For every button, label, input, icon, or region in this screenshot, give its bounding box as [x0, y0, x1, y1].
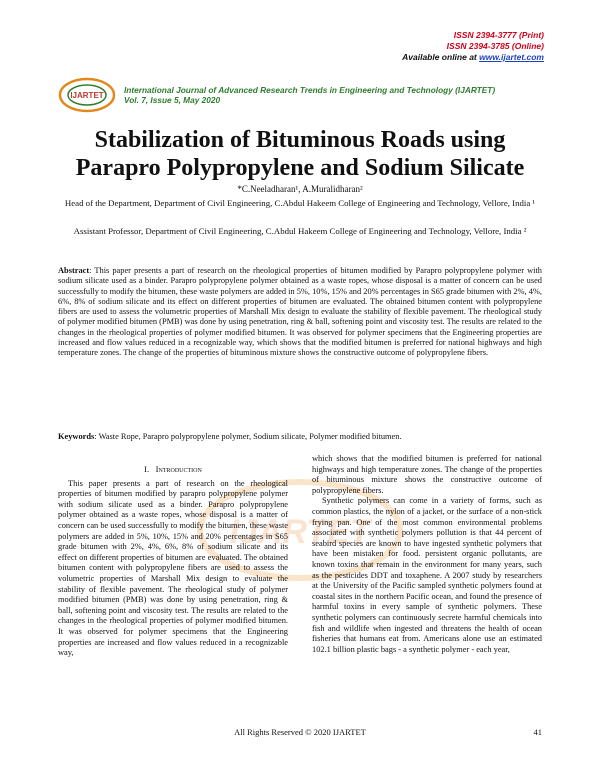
- column-left: [58, 464, 288, 659]
- paper-title: [40, 126, 560, 182]
- journal-name: [124, 85, 544, 105]
- keywords-text: : Waste Rope, Parapro polypropylene polymer, Sodium silicate, Polymer modified bitumen.: [94, 432, 402, 441]
- authors: *C.Neeladharan¹, A.Muralidharan²: [237, 184, 363, 194]
- title-line2: Parapro Polypropylene and Sodium Silicate: [75, 155, 525, 181]
- logo-text: IJARTET: [70, 91, 104, 100]
- issn-block: [402, 30, 544, 63]
- footer-copyright: All Rights Reserved © 2020 IJARTET: [234, 727, 366, 737]
- abstract-label: Abstract: [58, 266, 90, 275]
- title-line1: Stabilization of Bituminous Roads using: [94, 127, 506, 153]
- keywords-label: Keywords: [58, 432, 95, 441]
- intro-paragraph-1: This paper presents a part of research on the rheological properties of bitumen modified by parapro polypropylene polymer with sodium silicate used as a binder. Parapro polypropylene polymer obtained as a waste ropes, whose disposal is a matter of concern can be used successfully to modify the bitumen, these waste polymers are added in 5%, 10%, 15% and 20% percentages in S65 grade bitumen with 2%, 4%, 6%, 8% of sodium silicate and its effect on different properties of bitumen are evaluated. The obtained bitumen content with polypropylene fibers are used to assess the volumetric properties of Marshall Mix design to evaluate the stability of flexible pavement. The rheological study of polymer modified bitumen (PMB) was done by using penetration, ring & ball, softening point and viscosity test. The results are related to the changes in the rheological properties of polymer modified bitumen. It was observed for polymer specimens that the Engineering properties are increased and flow values reduced in a recognizable way,: [58, 478, 289, 658]
- keywords: [58, 431, 542, 442]
- available-online: Available online at www.ijartet.com: [402, 52, 544, 62]
- affiliation-1: Head of the Department, Department of Civil Engineering, C.Abdul Hakeem College of Engineering and Technology, Vellore, India ¹: [64, 198, 536, 208]
- journal-logo: [58, 76, 116, 114]
- abstract-text: : This paper presents a part of research on the rheological properties of bitumen modified by Parapro polypropylene polymer with sodium silicate used as a binder. Parapro polypropylene polymer obtained as a waste ropes, whose disposal is a matter of concern can be used successfully to modify the bitumen, these waste polymers are added in 5%, 10%, 15% and 20% percentages in S65 grade bitumen with 2%, 4%, 6%, 8% of sodium silicate and its effect on different properties of bitumen are evaluated. The obtained bitumen content with polypropylene fibers are used to assess the volumetric properties of Marshall Mix design to evaluate the stability of flexible pavement. The rheological study of polymer modified bitumen (PMB) was done by using penetration, ring & ball, softening point and viscosity test. The results are related to the changes in the rheological properties of polymer modified bitumen. It was observed for polymer specimens that the Engineering properties are increased and flow values reduced in a recognizable way, which shows that the modified bitumen is preferred for national highways and high temperature zones. The change of the properties of bituminous mixture shows the constructive outcome of polypropylene fibers.: [58, 266, 542, 358]
- intro-paragraph-continued: which shows that the modified bitumen is preferred for national highways and high temperature zones. The change of the properties of bituminous mixture shows the constructive outcome of polypropylene fibers.: [312, 454, 542, 495]
- journal-volume: Vol. 7, Issue 5, May 2020: [124, 95, 221, 105]
- abstract: [58, 266, 542, 359]
- issn-print: ISSN 2394-3777 (Print): [453, 30, 544, 40]
- journal-link[interactable]: www.ijartet.com: [479, 52, 544, 62]
- affiliation-2: Assistant Professor, Department of Civil Engineering, C.Abdul Hakeem College of Engineering and Technology, Vellore, India ²: [73, 226, 527, 236]
- column-right: [312, 454, 542, 655]
- page-number: 41: [533, 727, 542, 737]
- section-heading: I. Introduction: [144, 464, 202, 474]
- watermark-text: IJARTET: [229, 513, 371, 551]
- issn-online: ISSN 2394-3785 (Online): [446, 41, 544, 51]
- intro-paragraph-2: Synthetic polymers can come in a variety of forms, such as common plastics, the nylon of a jacket, or the surface of a non-stick frying pan. One of the most common environmental problems associated with synthetic polymers pollution is that 44 percent of seabird species are known to have ingested synthetic polymers that have been mistaken for food. persistent organic pollutants, are known toxins that remain in the environment for many years, such as the pesticides DDT and toxaphene. A 2007 study by researchers at the University of the Pacific sampled synthetic polymers found at coastal sites in the northern Pacific ocean, and found the presence of harmful toxins in every sample of synthetic polymers. These synthetic polymers can continuously secrete harmful chemicals into fish and wildlife when ingested and threatens the health of ocean fisheries that humans eat from. Americans alone use an estimated 102.1 billion plastic bags - a synthetic polymer - each year,: [312, 496, 542, 654]
- journal-line1: International Journal of Advanced Research Trends in Engineering and Technology (IJARTET): [124, 85, 496, 95]
